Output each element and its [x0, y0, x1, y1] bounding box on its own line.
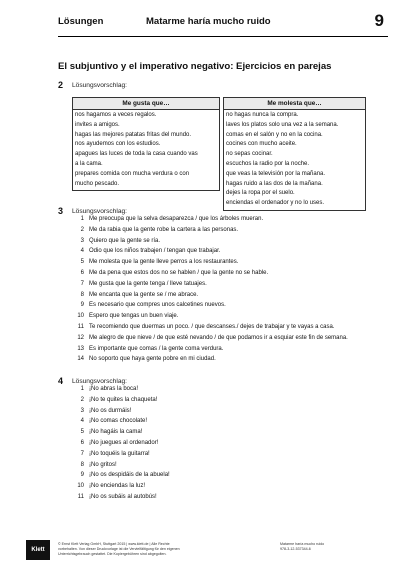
- copyright-line: © Ernst Klett Verlag GmbH, Stuttgart 2015 | www.klett.de | Alle Rechte: [58, 542, 170, 546]
- section-4-item-number: 1: [80, 386, 84, 392]
- section-3-item-number: 10: [77, 313, 84, 320]
- section-4-item-text: ¡No toquéis la guitarra!: [89, 450, 150, 457]
- section-3-item-number: 3: [80, 237, 84, 244]
- me-molesta-line: no sepas cocinar.: [226, 151, 273, 158]
- section-3-item-number: 13: [77, 345, 84, 352]
- footer-reference: [280, 542, 324, 552]
- section-2-number: 2: [58, 80, 64, 90]
- section-3-item-text: Te recomiendo que duermas un poco. / que descanses./ dejes de trabajar y te vayas a casa.: [89, 323, 335, 330]
- section-3-item-text: Quiero que la gente se ría.: [89, 237, 161, 244]
- section-3-item-number: 6: [80, 269, 84, 276]
- section-4-label: Lösungsvorschlag:: [72, 378, 127, 385]
- me-molesta-line: enciendas el ordenador y no lo uses.: [226, 200, 325, 207]
- section-4-item-text: ¡No hagáis la cama!: [89, 429, 143, 436]
- footer-reference-line: 978-3-12-537344-6: [280, 547, 311, 551]
- section-4-item-number: 4: [80, 418, 84, 425]
- copyright-line: vorbehalten. Von dieser Druckvorlage ist die Vervielfältigung für den eigenen: [58, 547, 180, 551]
- section-4-item-number: 3: [80, 407, 84, 414]
- section-3-item-number: 12: [77, 334, 84, 341]
- me-molesta-line: que veas la televisión por la mañana.: [226, 170, 326, 177]
- me-molesta-line: dejes la ropa por el suelo.: [226, 190, 295, 197]
- section-3-item-text: Me gusta que la gente tenga / lleve tatuajes.: [89, 280, 207, 287]
- me-molesta-table: [223, 97, 366, 211]
- me-gusta-list: [73, 110, 219, 190]
- section-3-item-text: Espero que tengas un buen viaje.: [89, 313, 179, 320]
- me-molesta-line: escuchos la radio por la noche.: [226, 160, 310, 167]
- me-gusta-line: mucho pescado.: [75, 180, 120, 187]
- section-3-item-number: 7: [80, 280, 84, 287]
- section-3-label: Lösungsvorschlag:: [72, 208, 127, 215]
- publisher-logo: [26, 540, 50, 560]
- section-4-item-text: ¡No abras la boca!: [89, 386, 139, 392]
- section-3-item-number: 11: [77, 323, 84, 330]
- me-gusta-line: nos hagamos a veces regalos.: [75, 112, 157, 118]
- logo-text: Klett: [31, 547, 45, 553]
- me-gusta-line: invites a amigos.: [75, 121, 120, 128]
- me-gusta-line: nos ayudemos con los estudios.: [75, 141, 161, 148]
- section-3-item-text: Me da pena que estos dos no se hablen / que la gente no se hable.: [89, 269, 269, 276]
- section-3-item-text: No soporto que haya gente pobre en mi ciudad.: [89, 356, 216, 363]
- section-4-item-number: 7: [80, 450, 84, 457]
- section-3-item-number: 4: [80, 248, 84, 255]
- section-4-item-text: ¡No juegues al ordenador!: [89, 439, 159, 446]
- section-3-item-text: Odio que los niños trabajen / tengan que trabajar.: [89, 248, 221, 255]
- copyright-line: Unterrichtsgebrauch gestattet. Die Kopiergebühren sind abgegolten.: [58, 552, 167, 556]
- section-4-item-number: 6: [80, 439, 84, 446]
- me-molesta-line: no hagas nunca la compra.: [226, 112, 299, 118]
- section-4-item-number: 10: [77, 483, 84, 490]
- section-3-item-number: 1: [80, 216, 84, 222]
- copyright-notice: [58, 542, 180, 557]
- page-header: [58, 11, 388, 37]
- header-label: Lösungen: [58, 16, 104, 27]
- section-3-item-number: 2: [80, 226, 84, 233]
- section-4-item-text: ¡No te quites la chaqueta!: [89, 396, 158, 403]
- section-3-item-text: Me preocupa que la selva desaparezca / que los árboles mueran.: [89, 216, 264, 222]
- header-title: Matarme haría mucho ruido: [146, 16, 271, 27]
- page-title: El subjuntivo y el imperativo negativo: Ejercicios en parejas: [58, 61, 332, 72]
- me-gusta-line: apagues las luces de toda la casa cuando vas: [75, 151, 198, 158]
- section-4-number: 4: [58, 376, 64, 386]
- section-4-item-number: 5: [80, 429, 84, 436]
- me-gusta-line: hagas las mejores patatas fritas del mundo.: [75, 131, 192, 138]
- section-4-item-text: ¡No gritos!: [89, 461, 117, 468]
- section-3-item-text: Me da rabia que la gente robe la cartera a las personas.: [89, 226, 239, 233]
- me-gusta-line: a la cama.: [75, 160, 103, 167]
- section-4-item-text: ¡No comas chocolate!: [89, 418, 148, 425]
- section-3-item-number: 5: [80, 259, 84, 266]
- page-footer: [0, 540, 416, 570]
- section-3-item-number: 9: [80, 302, 84, 309]
- section-4-item-number: 8: [80, 461, 84, 468]
- section-3-item-text: Es importante que comas / la gente coma verdura.: [89, 345, 224, 352]
- me-gusta-header: Me gusta que…: [73, 98, 219, 110]
- section-4-item-number: 11: [77, 493, 84, 500]
- me-molesta-header: Me molesta que…: [224, 98, 365, 110]
- section-4-item-text: ¡No os despidáis de la abuela!: [89, 472, 170, 479]
- me-molesta-line: hagas ruido a las dos de la mañana.: [226, 180, 323, 187]
- section-3-item-text: Me encanta que la gente se / me abrace.: [89, 291, 199, 298]
- section-4-item-number: 9: [80, 472, 84, 479]
- section-4-item-text: ¡No enciendas la luz!: [89, 483, 146, 490]
- me-molesta-line: cocines con mucho aceite.: [226, 141, 297, 148]
- me-molesta-line: laves los platos solo una vez a la semana.: [226, 121, 339, 128]
- section-2-label: Lösungsvorschlag:: [72, 82, 127, 89]
- section-3-item-text: Es necesario que compres unos calcetines nuevos.: [89, 302, 226, 309]
- section-4-item-text: ¡No os durmáis!: [89, 407, 132, 414]
- section-4-item-text: ¡No os subáis al autobús!: [89, 493, 157, 500]
- me-molesta-list: [224, 110, 365, 210]
- section-4-item-number: 2: [80, 396, 84, 403]
- section-3-item-number: 8: [80, 291, 84, 298]
- section-3-item-text: Me molesta que la gente lleve perros a los restaurantes.: [89, 259, 239, 266]
- me-molesta-line: comas en el salón y no en la cocina.: [226, 131, 323, 138]
- footer-reference-line: Matarme haría mucho ruido: [280, 542, 325, 546]
- chapter-number: 9: [374, 11, 384, 30]
- me-gusta-line: prepares comida con mucha verdura o con: [75, 170, 190, 177]
- section-3-item-text: Me alegro de que nieve / de que esté nevando / de que podamos ir a esquiar este fin de semana.: [89, 334, 348, 341]
- me-gusta-table: [72, 97, 220, 191]
- section-3-item-number: 14: [77, 356, 84, 363]
- section-3-number: 3: [58, 206, 64, 216]
